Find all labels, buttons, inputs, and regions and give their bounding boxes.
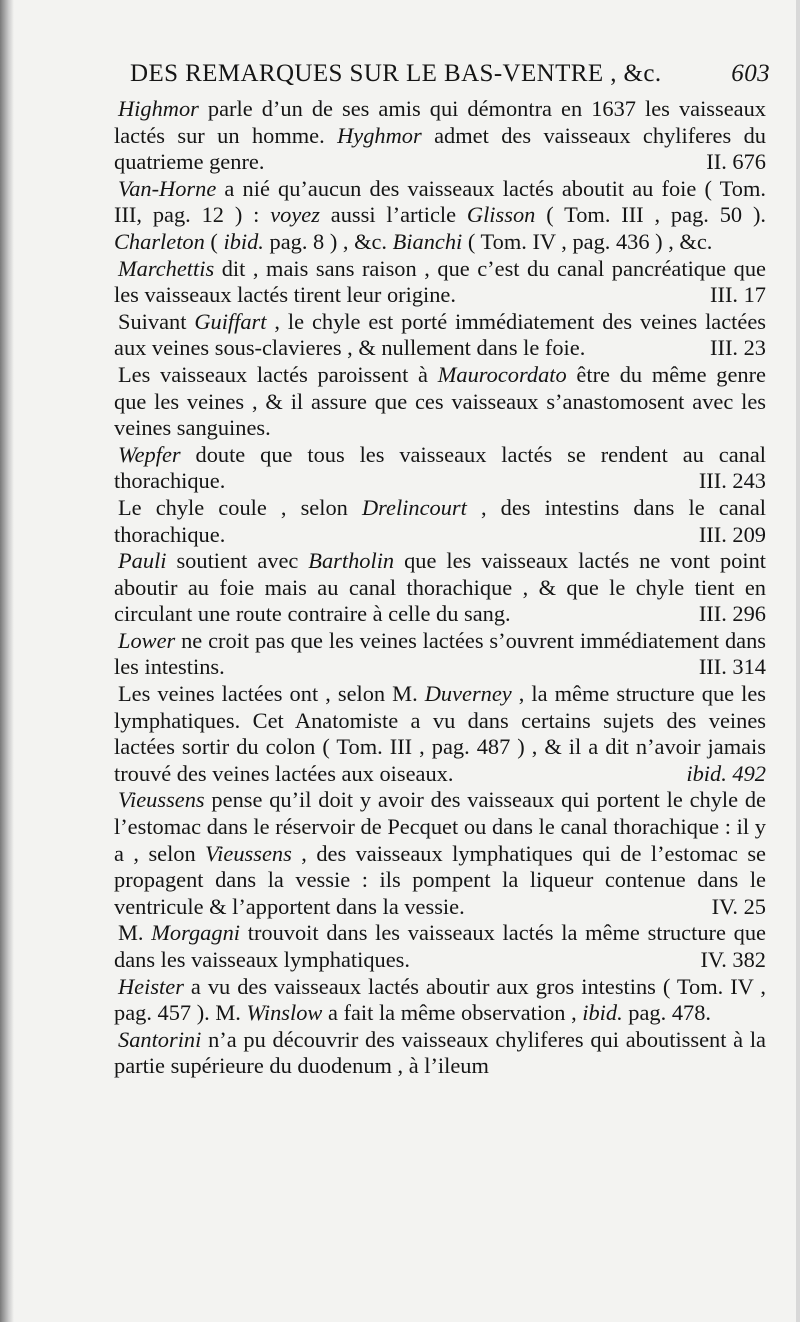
entry-text: parle d’un de ses amis qui démontra en 1637 les vaisseaux lactés sur un homme. [114,96,766,148]
entry-text: , des intestins dans le canal thorachique. [114,494,766,547]
author-name: Maurocordato [437,361,567,387]
entry-guiffart [114,309,766,362]
entry-morgagni [114,920,766,973]
author-name: Lower [118,627,176,653]
entry-pauli [114,548,766,628]
author-name: Morgagni [151,920,240,946]
entry-text: aussi l’article [319,202,467,228]
text-body [114,96,766,1080]
author-name: Highmor [118,96,199,121]
entry-text: pense qu’il doit y avoir des vaisseaux qui portent le chyle de l’estomac dans le réservoir de Pecquet ou dans le canal thorachique : il y a , selon [114,787,766,866]
entry-text: , le chyle est porté immédiatement des veines lactées aux veines sous-clavieres , & nullement dans le foie. [114,308,766,361]
entry-text: doute que tous les vaisseaux lactés se rendent au canal thorachique. [114,441,766,494]
running-header [130,60,770,100]
entry-text: , la même structure que les lymphatiques. Cet Anatomiste a vu dans certains sujets des veines lactées sortir du colon ( Tom. III , pag. 487 ) , & il a dit n’avoir jamais trouvé des veines lactées aux oiseaux. [114,681,766,786]
author-name: Marchettis [118,255,215,281]
entry-text: n’a pu découvrir des vaisseaux chyliferes qui aboutissent à la partie supérieure du duodenum , à l’ileum [114,1026,766,1079]
author-name: Bianchi [392,228,463,254]
entry-text: ne croit pas que les veines lactées s’ouvrent immédiatement dans les intestins. [114,627,766,680]
author-name: Santorini [118,1026,202,1052]
entry-text: ( Tom. IV , pag. 436 ) , &c. [462,228,713,254]
page-gutter-shadow [0,0,14,1322]
entry-text: admet des vaisseaux chyliferes du quatrieme genre. [114,122,767,175]
entry-text: pag. 478. [622,1000,712,1026]
italic-word: ibid. [223,228,264,254]
entry-highmor [114,96,766,176]
volume-reference: III. 243 [698,468,766,494]
page-edge [796,0,800,1322]
entry-text: a vu des vaisseaux lactés aboutir aux gros intestins ( Tom. IV , pag. 457 ). M. [114,973,766,1026]
entry-text: dit , mais sans raison , que c’est du canal pancréatique que les vaisseaux lactés tirent leur origine. [114,255,766,308]
italic-word: voyez [270,202,320,228]
author-name: Wepfer [118,441,181,467]
entry-text: trouvoit dans les vaisseaux lactés la même structure que dans les vaisseaux lymphatiques. [114,920,766,972]
author-name: Winslow [246,1000,323,1026]
entry-vieussens [114,787,766,920]
entry-text: ( [204,228,224,254]
entry-text: Suivant [118,308,195,334]
author-name: Pauli [118,548,167,574]
entry-wepfer [114,442,766,495]
volume-reference: III. 296 [698,601,766,627]
entry-text: soutient avec [166,548,309,574]
volume-reference: III. 17 [710,282,766,308]
entry-text: M. [118,920,152,946]
entry-text: que les vaisseaux lactés ne vont point aboutir au foie mais au canal thorachique , & que le chyle tient en circulant une route contraire à celle du sang. [114,548,767,627]
author-name: Hyghmor [337,122,422,148]
page-number: 603 [731,60,770,87]
author-name: Bartholin [308,548,395,574]
author-name: Van-Horne [118,175,217,201]
volume-reference: ibid. 492 [686,760,766,786]
entry-drelincourt [114,495,766,548]
author-name: Duverney [424,681,512,707]
entry-maurocordato [114,362,766,442]
volume-reference: III. 23 [710,335,766,361]
author-name: Heister [118,973,184,999]
entry-marchettis [114,256,766,309]
volume-reference: IV. 382 [700,947,766,972]
author-name: Charleton [114,228,205,254]
author-name: Vieussens [118,787,205,813]
entry-lower [114,628,766,681]
entry-text: ( Tom. III , pag. 50 ). [535,202,767,228]
entry-santorini [114,1027,766,1080]
volume-reference: III. 314 [698,654,766,680]
entry-text: a fait la même observation , [322,1000,583,1026]
entry-text: Les veines lactées ont , selon M. [118,681,425,707]
author-name: Glisson [466,202,536,228]
volume-reference: II. 676 [706,149,766,175]
entry-text: pag. 8 ) , &c. [263,228,393,254]
entry-text: a nié qu’aucun des vaisseaux lactés aboutit au foie ( Tom. III, pag. 12 ) : [114,175,766,228]
entry-van-horne [114,176,766,256]
entry-duverney [114,681,766,787]
italic-word: ibid. [582,1000,623,1026]
volume-reference: IV. 25 [711,893,766,919]
entry-heister [114,974,766,1027]
entry-text: être du même genre que les veines , & il assure que ces vaisseaux s’anastomosent avec les veines sanguines. [114,361,766,441]
author-name: Guiffart [194,308,267,334]
entry-text: Le chyle coule , selon [118,494,362,520]
running-title: DES REMARQUES SUR LE BAS-VENTRE , &c. [130,60,662,87]
volume-reference: III. 209 [698,521,766,547]
entry-text: Les vaisseaux lactés paroissent à [118,361,438,387]
entry-text: , des vaisseaux lymphatiques qui de l’estomac se propagent dans la vessie : ils pompent la liqueur contenue dans le ventricule & l’apportent dans la vessie. [114,840,766,919]
author-name: Drelincourt [361,494,467,520]
author-name: Vieussens [205,840,292,866]
